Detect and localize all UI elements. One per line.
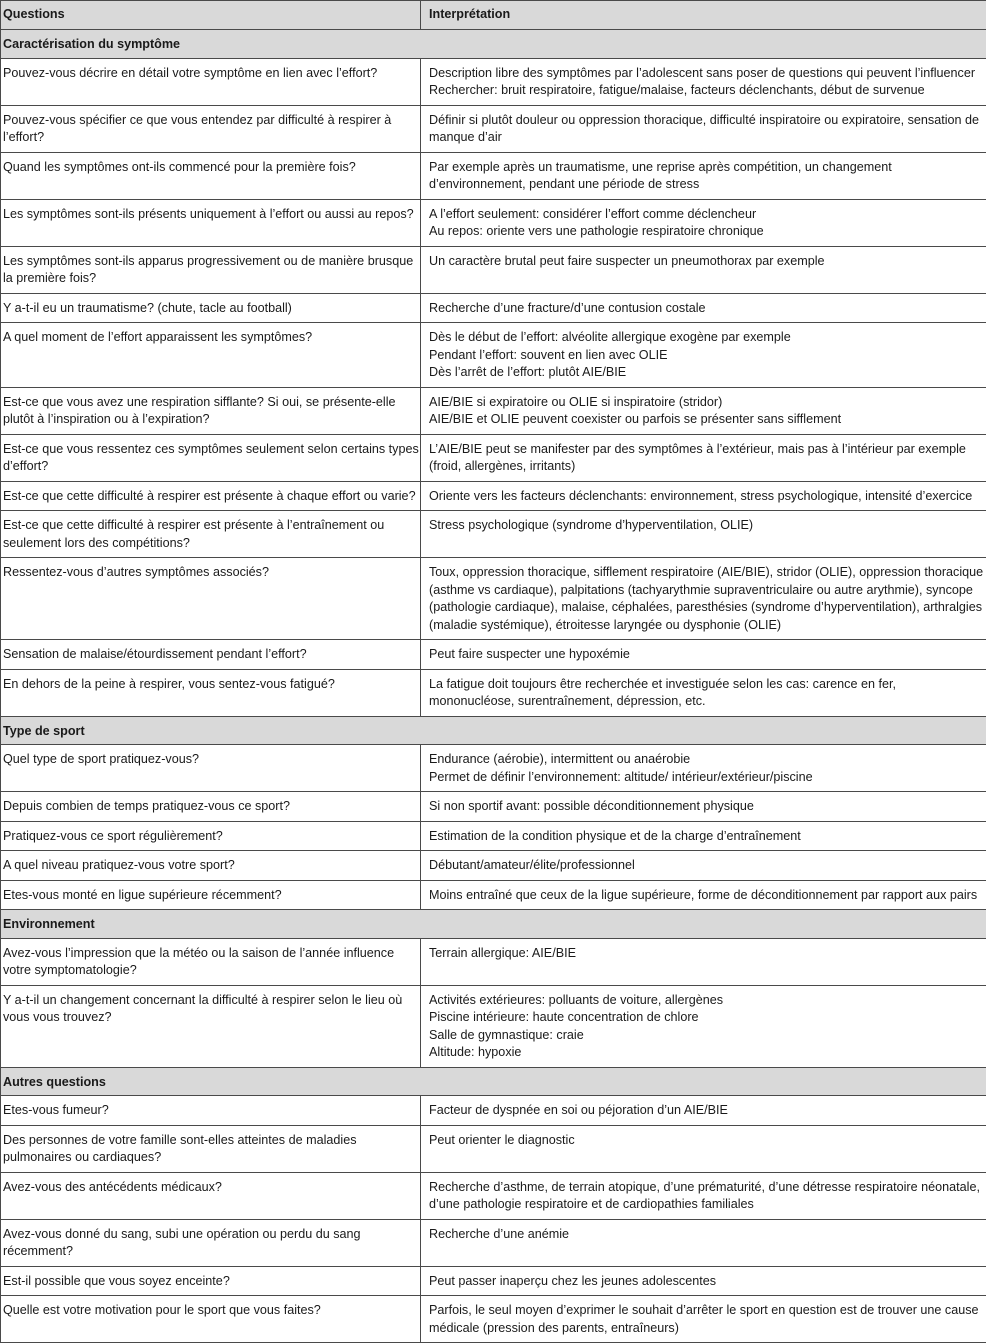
question-cell: Pouvez-vous spécifier ce que vous entendez par difficulté à respirer à l’effort? — [1, 105, 421, 152]
interpretation-cell — [421, 880, 986, 910]
section-title: Environnement — [1, 910, 986, 939]
question-cell: Les symptômes sont-ils présents uniquement à l’effort ou aussi au repos? — [1, 199, 421, 246]
table-row — [1, 669, 986, 716]
question-cell: Ressentez-vous d’autres symptômes associés? — [1, 558, 421, 640]
table-row — [1, 293, 986, 323]
interpretation-line: Peut orienter le diagnostic — [429, 1132, 984, 1150]
interpretation-cell — [421, 792, 986, 822]
section-header-row — [1, 30, 986, 59]
question-cell: Y a-t-il eu un traumatisme? (chute, tacle au football) — [1, 293, 421, 323]
interpretation-line: Description libre des symptômes par l’adolescent sans poser de questions qui peuvent l’influencer — [429, 65, 984, 83]
interpretation-line: Si non sportif avant: possible déconditionnement physique — [429, 798, 984, 816]
table-header — [1, 1, 986, 30]
interpretation-line: Pendant l’effort: souvent en lien avec OLIE — [429, 347, 984, 365]
table-body — [1, 30, 986, 1343]
interpretation-line: Recherche d’une anémie — [429, 1226, 984, 1244]
interpretation-line: Peut passer inaperçu chez les jeunes adolescentes — [429, 1273, 984, 1291]
interpretation-line: Dès l’arrêt de l’effort: plutôt AIE/BIE — [429, 364, 984, 382]
table-row — [1, 1266, 986, 1296]
question-cell: Quelle est votre motivation pour le sport que vous faites? — [1, 1296, 421, 1343]
interpretation-line: Peut faire suspecter une hypoxémie — [429, 646, 984, 664]
table-row — [1, 481, 986, 511]
interpretation-cell — [421, 434, 986, 481]
question-cell: Etes-vous fumeur? — [1, 1096, 421, 1126]
interpretation-line: Parfois, le seul moyen d’exprimer le souhait d’arrêter le sport en question est de trouver une cause médicale (pression des parents, entraîneurs) — [429, 1302, 984, 1337]
table-row — [1, 246, 986, 293]
question-cell: Pouvez-vous décrire en détail votre symptôme en lien avec l’effort? — [1, 58, 421, 105]
interpretation-line: Un caractère brutal peut faire suspecter un pneumothorax par exemple — [429, 253, 984, 271]
interpretation-line: A l’effort seulement: considérer l’effort comme déclencheur — [429, 206, 984, 224]
section-header-row — [1, 910, 986, 939]
interpretation-line: Piscine intérieure: haute concentration de chlore — [429, 1009, 984, 1027]
question-cell: Etes-vous monté en ligue supérieure récemment? — [1, 880, 421, 910]
interpretation-line: L’AIE/BIE peut se manifester par des symptômes à l’extérieur, mais pas à l’intérieur par exemple (froid, allergènes, irritants) — [429, 441, 984, 476]
interpretation-line: Définir si plutôt douleur ou oppression thoracique, difficulté inspiratoire ou expiratoire, sensation de manque d’air — [429, 112, 984, 147]
interpretation-line: Estimation de la condition physique et de la charge d’entraînement — [429, 828, 984, 846]
interpretation-cell — [421, 821, 986, 851]
table-row — [1, 199, 986, 246]
question-cell: Pratiquez-vous ce sport régulièrement? — [1, 821, 421, 851]
table-row — [1, 792, 986, 822]
column-header-questions: Questions — [1, 1, 421, 30]
interpretation-cell — [421, 1096, 986, 1126]
table-row — [1, 1125, 986, 1172]
interpretation-cell — [421, 1125, 986, 1172]
interpretation-cell — [421, 105, 986, 152]
table-row — [1, 152, 986, 199]
interpretation-line: Rechercher: bruit respiratoire, fatigue/malaise, facteurs déclenchants, début de survenue — [429, 82, 984, 100]
table-row — [1, 387, 986, 434]
interpretation-line: AIE/BIE si expiratoire ou OLIE si inspiratoire (stridor) — [429, 394, 984, 412]
table-row — [1, 745, 986, 792]
interpretation-cell — [421, 1296, 986, 1343]
interpretation-cell — [421, 387, 986, 434]
interpretation-cell — [421, 985, 986, 1067]
table-row — [1, 985, 986, 1067]
question-cell: Avez-vous l’impression que la météo ou la saison de l’année influence votre symptomatologie? — [1, 938, 421, 985]
interpretation-cell — [421, 152, 986, 199]
interpretation-cell — [421, 669, 986, 716]
column-header-interpretation: Interprétation — [421, 1, 986, 30]
section-title: Autres questions — [1, 1067, 986, 1096]
question-cell: Avez-vous des antécédents médicaux? — [1, 1172, 421, 1219]
question-cell: Quel type de sport pratiquez-vous? — [1, 745, 421, 792]
section-title: Type de sport — [1, 716, 986, 745]
interpretation-line: AIE/BIE et OLIE peuvent coexister ou parfois se présenter sans sifflement — [429, 411, 984, 429]
interpretation-line: Dès le début de l’effort: alvéolite allergique exogène par exemple — [429, 329, 984, 347]
interpretation-cell — [421, 1219, 986, 1266]
question-cell: Quand les symptômes ont-ils commencé pour la première fois? — [1, 152, 421, 199]
table-row — [1, 851, 986, 881]
interpretation-line: Recherche d’asthme, de terrain atopique, d’une prématurité, d’une détresse respiratoire néonatale, d’une pathologie respiratoire et de cardiopathies familiales — [429, 1179, 984, 1214]
section-title: Caractérisation du symptôme — [1, 30, 986, 59]
question-cell: Avez-vous donné du sang, subi une opération ou perdu du sang récemment? — [1, 1219, 421, 1266]
table-row — [1, 511, 986, 558]
table-row — [1, 1172, 986, 1219]
table-row — [1, 1296, 986, 1343]
question-cell: Depuis combien de temps pratiquez-vous ce sport? — [1, 792, 421, 822]
interpretation-line: Stress psychologique (syndrome d’hyperventilation, OLIE) — [429, 517, 984, 535]
question-cell: Y a-t-il un changement concernant la difficulté à respirer selon le lieu où vous vous trouvez? — [1, 985, 421, 1067]
interpretation-cell — [421, 511, 986, 558]
question-cell: Est-ce que cette difficulté à respirer est présente à l’entraînement ou seulement lors des compétitions? — [1, 511, 421, 558]
section-header-row — [1, 1067, 986, 1096]
question-cell: A quel niveau pratiquez-vous votre sport? — [1, 851, 421, 881]
interpretation-line: Terrain allergique: AIE/BIE — [429, 945, 984, 963]
interpretation-line: Activités extérieures: polluants de voiture, allergènes — [429, 992, 984, 1010]
table-row — [1, 105, 986, 152]
table-row — [1, 880, 986, 910]
interpretation-cell — [421, 293, 986, 323]
interpretation-line: Moins entraîné que ceux de la ligue supérieure, forme de déconditionnement par rapport aux pairs — [429, 887, 984, 905]
interpretation-line: Facteur de dyspnée en soi ou péjoration d’un AIE/BIE — [429, 1102, 984, 1120]
interpretation-cell — [421, 1266, 986, 1296]
question-cell: En dehors de la peine à respirer, vous sentez-vous fatigué? — [1, 669, 421, 716]
interpretation-line: La fatigue doit toujours être recherchée et investiguée selon les cas: carence en fer, mononucléose, surentraînement, dépression, etc. — [429, 676, 984, 711]
table-row — [1, 640, 986, 670]
interpretation-cell — [421, 246, 986, 293]
interpretation-cell — [421, 323, 986, 388]
question-cell: Sensation de malaise/étourdissement pendant l’effort? — [1, 640, 421, 670]
interpretation-line: Salle de gymnastique: craie — [429, 1027, 984, 1045]
interpretation-cell — [421, 58, 986, 105]
interpretation-cell — [421, 199, 986, 246]
question-cell: Est-il possible que vous soyez enceinte? — [1, 1266, 421, 1296]
table-row — [1, 434, 986, 481]
interpretation-line: Au repos: oriente vers une pathologie respiratoire chronique — [429, 223, 984, 241]
interpretation-cell — [421, 851, 986, 881]
interpretation-line: Endurance (aérobie), intermittent ou anaérobie — [429, 751, 984, 769]
question-cell: Est-ce que vous avez une respiration sifflante? Si oui, se présente-elle plutôt à l’inspiration ou à l’expiration? — [1, 387, 421, 434]
interpretation-line: Altitude: hypoxie — [429, 1044, 984, 1062]
question-cell: Des personnes de votre famille sont-elles atteintes de maladies pulmonaires ou cardiaques? — [1, 1125, 421, 1172]
interpretation-line: Toux, oppression thoracique, sifflement respiratoire (AIE/BIE), stridor (OLIE), oppression thoracique (asthme vs cardiaque), palpitations (tachyarythmie supraventriculaire ou autre arythmie), syncope (pathologie cardiaque), malaise, céphalées, paresthésies (syndrome d’hyperventilation), arthralgies (maladie systémique), étroitesse laryngée ou dysphonie (OLIE) — [429, 564, 984, 634]
table-row — [1, 558, 986, 640]
question-cell: Est-ce que vous ressentez ces symptômes seulement selon certains types d’effort? — [1, 434, 421, 481]
table-row — [1, 821, 986, 851]
question-cell: Est-ce que cette difficulté à respirer est présente à chaque effort ou varie? — [1, 481, 421, 511]
interpretation-cell — [421, 640, 986, 670]
interpretation-line: Permet de définir l’environnement: altitude/ intérieur/extérieur/piscine — [429, 769, 984, 787]
interpretation-line: Oriente vers les facteurs déclenchants: environnement, stress psychologique, intensité d’exercice — [429, 488, 984, 506]
interpretation-line: Par exemple après un traumatisme, une reprise après compétition, un changement d’environnement, pendant une période de stress — [429, 159, 984, 194]
table-row — [1, 58, 986, 105]
interpretation-cell — [421, 938, 986, 985]
question-cell: A quel moment de l’effort apparaissent les symptômes? — [1, 323, 421, 388]
table-row — [1, 323, 986, 388]
interpretation-cell — [421, 1172, 986, 1219]
table-row — [1, 1096, 986, 1126]
interpretation-line: Débutant/amateur/élite/professionnel — [429, 857, 984, 875]
interpretation-cell — [421, 481, 986, 511]
interpretation-cell — [421, 558, 986, 640]
question-cell: Les symptômes sont-ils apparus progressivement ou de manière brusque la première fois? — [1, 246, 421, 293]
table-row — [1, 938, 986, 985]
section-header-row — [1, 716, 986, 745]
interpretation-cell — [421, 745, 986, 792]
interpretation-line: Recherche d’une fracture/d’une contusion costale — [429, 300, 984, 318]
table-row — [1, 1219, 986, 1266]
